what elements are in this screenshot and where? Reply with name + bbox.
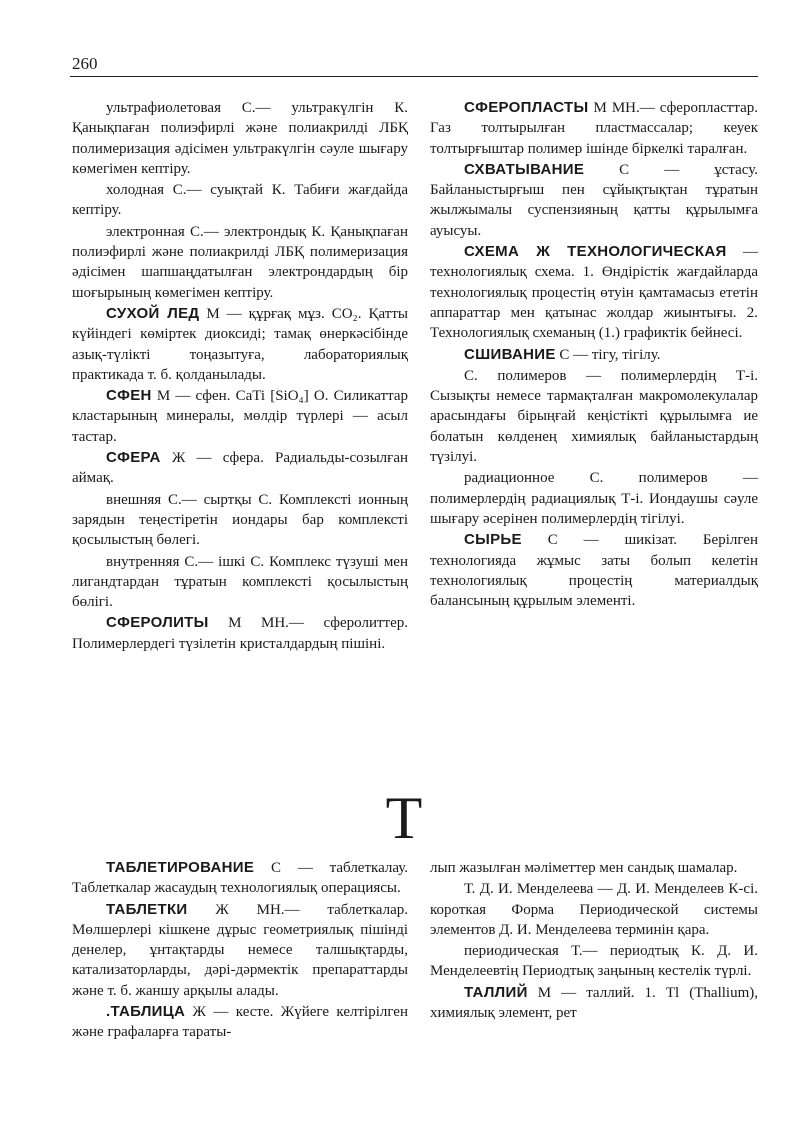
dictionary-entry: [430, 468, 758, 529]
entry-definition: М МН.— сферопласттар. Газ толтырылған пластмассалар; кеуек толтырғыштар полимер ішінде біркелкі таралған.: [430, 100, 758, 157]
dictionary-entry: [72, 900, 408, 1001]
entry-headword: ТАБЛЕТКИ: [106, 900, 188, 918]
column-bottom-right: [430, 858, 758, 1024]
entry-definition: С.— ішкі С. Комплекс түзуші мен лигандтардан тұратын комплексті қосылыстың бөлігі.: [72, 553, 408, 611]
entry-headword: СЫРЬЕ: [464, 531, 522, 549]
entry-subterm: электронная: [106, 223, 185, 240]
entry-headword: СФЕРА: [106, 449, 161, 467]
entry-subterm: периодическая: [464, 943, 559, 960]
section-letter: Т: [385, 785, 423, 851]
page-number: 260: [72, 54, 98, 73]
entry-definition: М — құрғақ мұз. СО₂. Қатты күйіндегі көміртек диоксиді; тамақ өнеркәсібінде азық-түлікті тоңазытуға, лабораториялық практикада т. б. қолданылады.: [72, 305, 408, 383]
dictionary-entry: [72, 613, 408, 654]
dictionary-entry: [72, 222, 408, 303]
entry-headword: СХВАТЫВАНИЕ: [464, 160, 585, 178]
entry-subterm: Т. Д. И. Менделеева: [464, 881, 594, 898]
entry-definition: — полимерлердің Т-і. Сызықты немесе тармақталған макромолекулалар арасындағы бірыңғай кеңістікті құрылымға ие болатын көлденең химиялық байланыстардың түзілуі.: [430, 367, 758, 466]
dictionary-entry: [430, 983, 758, 1024]
entry-definition: С — таблеткалау. Таблеткалар жасаудың технологиялық операциясы.: [72, 860, 408, 897]
entry-definition: С.— сыртқы С. Комплексті ионның зарядын теңестіретін иондары бар комплексті қосылыстың бөлегі.: [72, 491, 408, 549]
dictionary-entry: [430, 366, 758, 467]
entry-headword: СФЕН: [106, 387, 152, 405]
dictionary-entry: [430, 345, 758, 365]
dictionary-entry: [72, 304, 408, 385]
entry-subterm: внутренняя: [106, 553, 180, 570]
entry-definition: С.— ультракүлгін К. Қанықпаған полиэфирлі және полиакрилді ЛБҚ полимеризация әдісімен ультракүлгін сәуле шығару көмегімен кептіру.: [72, 100, 408, 177]
entry-subterm: ультрафиолетовая: [106, 100, 221, 116]
entry-definition: М МН.— сферолиттер. Полимерлердегі түзілетін кристалдардың пішіні.: [72, 615, 408, 652]
entry-definition: Т.— периодтық К. Д. И. Менделеевтің Периодтық заңының кестелік түрлі.: [430, 943, 758, 980]
dictionary-entry: [72, 490, 408, 551]
dictionary-entry: [430, 98, 758, 159]
entry-definition: Ж — сфера. Радиальды-созылған аймақ.: [72, 450, 408, 487]
dictionary-entry: [72, 448, 408, 489]
dictionary-entry: [72, 1002, 408, 1043]
dictionary-entry: [430, 242, 758, 343]
dictionary-entry: [72, 858, 408, 899]
entry-definition: М — сфен. CaTi [SiO₄] O. Силикаттар кластарының минералы, мөлдір түрлері — асыл тастар.: [72, 388, 408, 445]
column-top-right: [430, 98, 758, 612]
column-top-left: [72, 98, 408, 655]
entry-subterm: радиационное: [464, 470, 555, 487]
entry-definition: Ж — кесте. Жүйеге келтірілген және графаларға тараты-: [72, 1004, 408, 1041]
dictionary-entry: [430, 530, 758, 611]
dictionary-entry: [430, 858, 758, 878]
entry-definition: С — ұстасу. Байланыстырғыш пен сұйықтықтан тұратын жылжымалы суспензияның қатты құрылымға ауысуы.: [430, 161, 758, 239]
dictionary-entry: [72, 552, 408, 613]
entry-headword: СУХОЙ ЛЕД: [106, 304, 200, 322]
entry-headword: .ТАБЛИЦА: [106, 1003, 186, 1021]
entry-definition: С — тігу, тігілу.: [555, 346, 661, 363]
entry-definition: С — шикізат. Берілген технологияда жұмыс заты болып келетін технологиялық процестің материалдық балансының құрылым элементі.: [430, 532, 758, 610]
entry-definition: — технологиялық схема. 1. Өндірістік жағдайларда технологиялық процестің өтуін қамтамасыз ететін аппараттар мен қатынас жолдар жиынтығы. 2. Технологиялық схеманың (1.) графиктік бейнесі.: [430, 244, 759, 342]
dictionary-entry: [430, 941, 758, 982]
entry-definition: М — таллий. 1. Tl (Thallium), химиялық элемент, рет: [430, 984, 758, 1022]
dictionary-entry: [430, 879, 758, 940]
entry-headword: СХЕМА Ж ТЕХНОЛОГИЧЕСКАЯ: [464, 243, 727, 261]
entry-definition: Ж МН.— таблеткалар. Мөлшерлері кішкене дұрыс геометриялық пішінді денелер, ұнтақтарды немесе талшықтарды, катализаторларды, дәрі-дәрмектік препараттарды және т. б. жаншу арқылы алады.: [72, 901, 408, 999]
column-bottom-left: [72, 858, 408, 1044]
entry-headword: СФЕРОЛИТЫ: [106, 614, 209, 632]
entry-subterm: С. полимеров: [464, 367, 567, 384]
entry-headword: СШИВАНИЕ: [464, 345, 556, 363]
entry-definition: — Д. И. Менделеев К-сі. короткая Форма Периодической системы элементов Д. И. Менделеева терминін қара.: [430, 881, 758, 938]
entry-subterm: холодная: [106, 182, 165, 199]
entry-subterm: внешняя: [106, 491, 162, 508]
dictionary-entry: [430, 160, 758, 241]
dictionary-entry: [72, 180, 408, 221]
entry-definition: лып жазылған мәліметтер мен сандық шамалар.: [430, 860, 738, 876]
entry-headword: ТАБЛЕТИРОВАНИЕ: [106, 859, 255, 876]
dictionary-entry: [72, 386, 408, 447]
header-rule: [70, 76, 758, 77]
entry-headword: СФЕРОПЛАСТЫ: [464, 99, 589, 116]
dictionary-entry: [72, 98, 408, 179]
entry-definition: С. полимеров — полимерлердің радиациялық Т-і. Иондаушы сәуле шығару әсерінен полимерлердің тігілуі.: [430, 470, 758, 527]
entry-headword: ТАЛЛИЙ: [464, 983, 528, 1001]
entry-definition: С.— суықтай К. Табиғи жағдайда кептіру.: [72, 182, 408, 219]
entry-definition: С.— электрондық К. Қанықпаған полиэфирлі және полиакрилді ЛБҚ полимеризация әдісімен шапшаңдатылған электрондардың бір шоғырының көмегімен кептіру.: [72, 223, 408, 301]
